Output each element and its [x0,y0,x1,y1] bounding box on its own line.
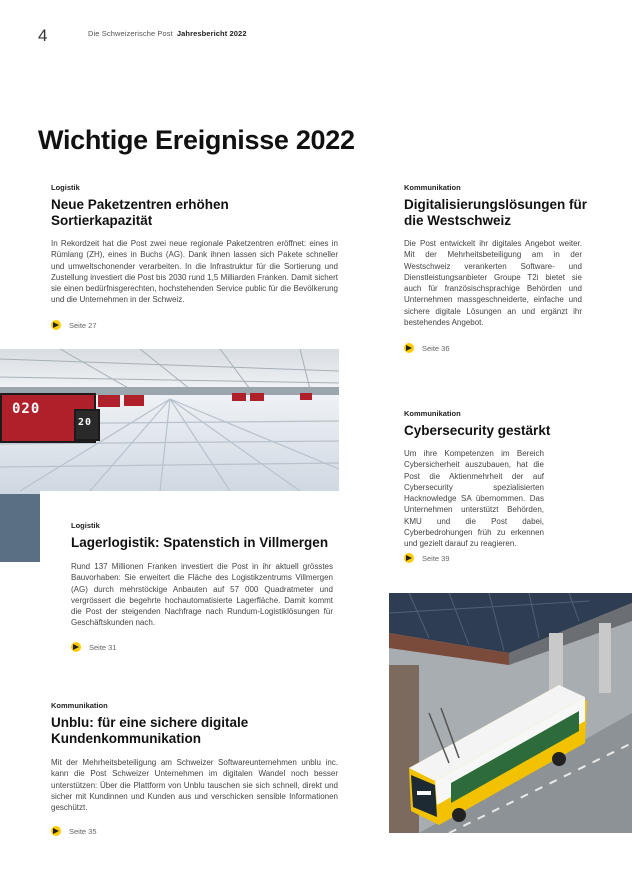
article-category: Logistik [71,521,100,530]
page-number: 4 [38,26,48,45]
page-link[interactable]: Seite 39 [404,553,450,563]
article-body: Rund 137 Millionen Franken investiert die Post in ihr aktuell grösstes Bauvorhaben: Sie erweitert die Fläche des Logistikzentrums Villmergen (AG) durch mehrstöckige Anbauten auf 57 000 Quadratmeter und vergrössert die begehrte hochautomatisierte Lagerfläche. Damit kommt die Post der steigenden Nachfrage nach Rundum-Logistiklösungen für Geschäftskunden nach. [71,562,333,628]
arrow-icon [71,642,81,652]
arrow-icon [404,343,414,353]
article-category: Kommunikation [404,183,461,192]
bus-photo [389,593,632,833]
article-category: Logistik [51,183,80,192]
page-link[interactable]: Seite 35 [51,826,97,836]
article-body: Die Post entwickelt ihr digitales Angebot weiter. Mit der Mehrheitsbeteiligung am in der Westschweiz verankerten Software- und Dienstleistungsanbieter Groupe T2i bietet sie auch für französischsprachige Behörden und Unternehmen massgeschneiderte, einfache und sichere digitale Lösungen an und ergänzt ihr bestehendes Angebot. [404,239,582,328]
article-heading: Digitalisierungslösungen für die Westschweiz [404,197,588,228]
article-heading: Neue Paketzentren erhöhen Sortierkapazität [51,197,229,228]
arrow-icon [404,553,414,563]
article-heading: Cybersecurity gestärkt [404,423,551,438]
article-body: In Rekordzeit hat die Post zwei neue regionale Paketzentren eröffnet: eines in Rümlang (ZH), eines in Buchs (AG). Dank ihnen lassen sich Pakete schneller und umweltschonender verarbeiten. In die Infrastruktur für die Sortierung und Zustellung investiert die Post bis 2030 rund 1,5 Milliarden Franken. Damit sichert sie einen bedürfnisgerechten, hochstehenden Service public für die Bevölkerung und die Unternehmen in der Schweiz. [51,239,338,305]
article-category: Kommunikation [404,409,461,418]
arrow-icon [51,320,61,330]
robot-side: 20 [74,409,100,441]
page-link[interactable]: Seite 27 [51,320,97,330]
page-title: Wichtige Ereignisse 2022 [38,125,355,155]
robot-display: 020 [0,393,96,443]
page-link[interactable]: Seite 31 [71,642,117,652]
article-body: Mit der Mehrheitsbeteiligung am Schweizer Softwareunternehmen unblu inc. kann die Post Schweizer Unternehmen im digitalen Wandel noch besser unterstützen: Über die Plattform von Unblu tauschen sie sich schnell, direkt und sicher mit Kundinnen und Kunden aus und verschicken sensible Informationen geschützt. [51,758,338,813]
arrow-icon [51,826,61,836]
article-heading: Lagerlogistik: Spatenstich in Villmergen [71,535,329,550]
running-header [88,29,247,38]
article-heading: Unblu: für eine sichere digitale Kundenkommunikation [51,715,249,746]
report-name: Jahresbericht 2022 [176,29,247,38]
page-link[interactable]: Seite 36 [404,343,450,353]
warehouse-photo [0,349,339,562]
article-body: Um ihre Kompetenzen im Bereich Cybersicherheit auszubauen, hat die Post die Aktienmehrheit der auf Cybersecurity spezialisierten Hacknowledge SA übernommen. Das Unternehmen unterstützt Behörden, KMU und die Post dabei, Cyberbedrohungen früh zu erkennen und gezielt darauf zu reagieren. [404,449,544,549]
publisher-name: Die Schweizerische Post [88,29,173,38]
article-category: Kommunikation [51,701,108,710]
